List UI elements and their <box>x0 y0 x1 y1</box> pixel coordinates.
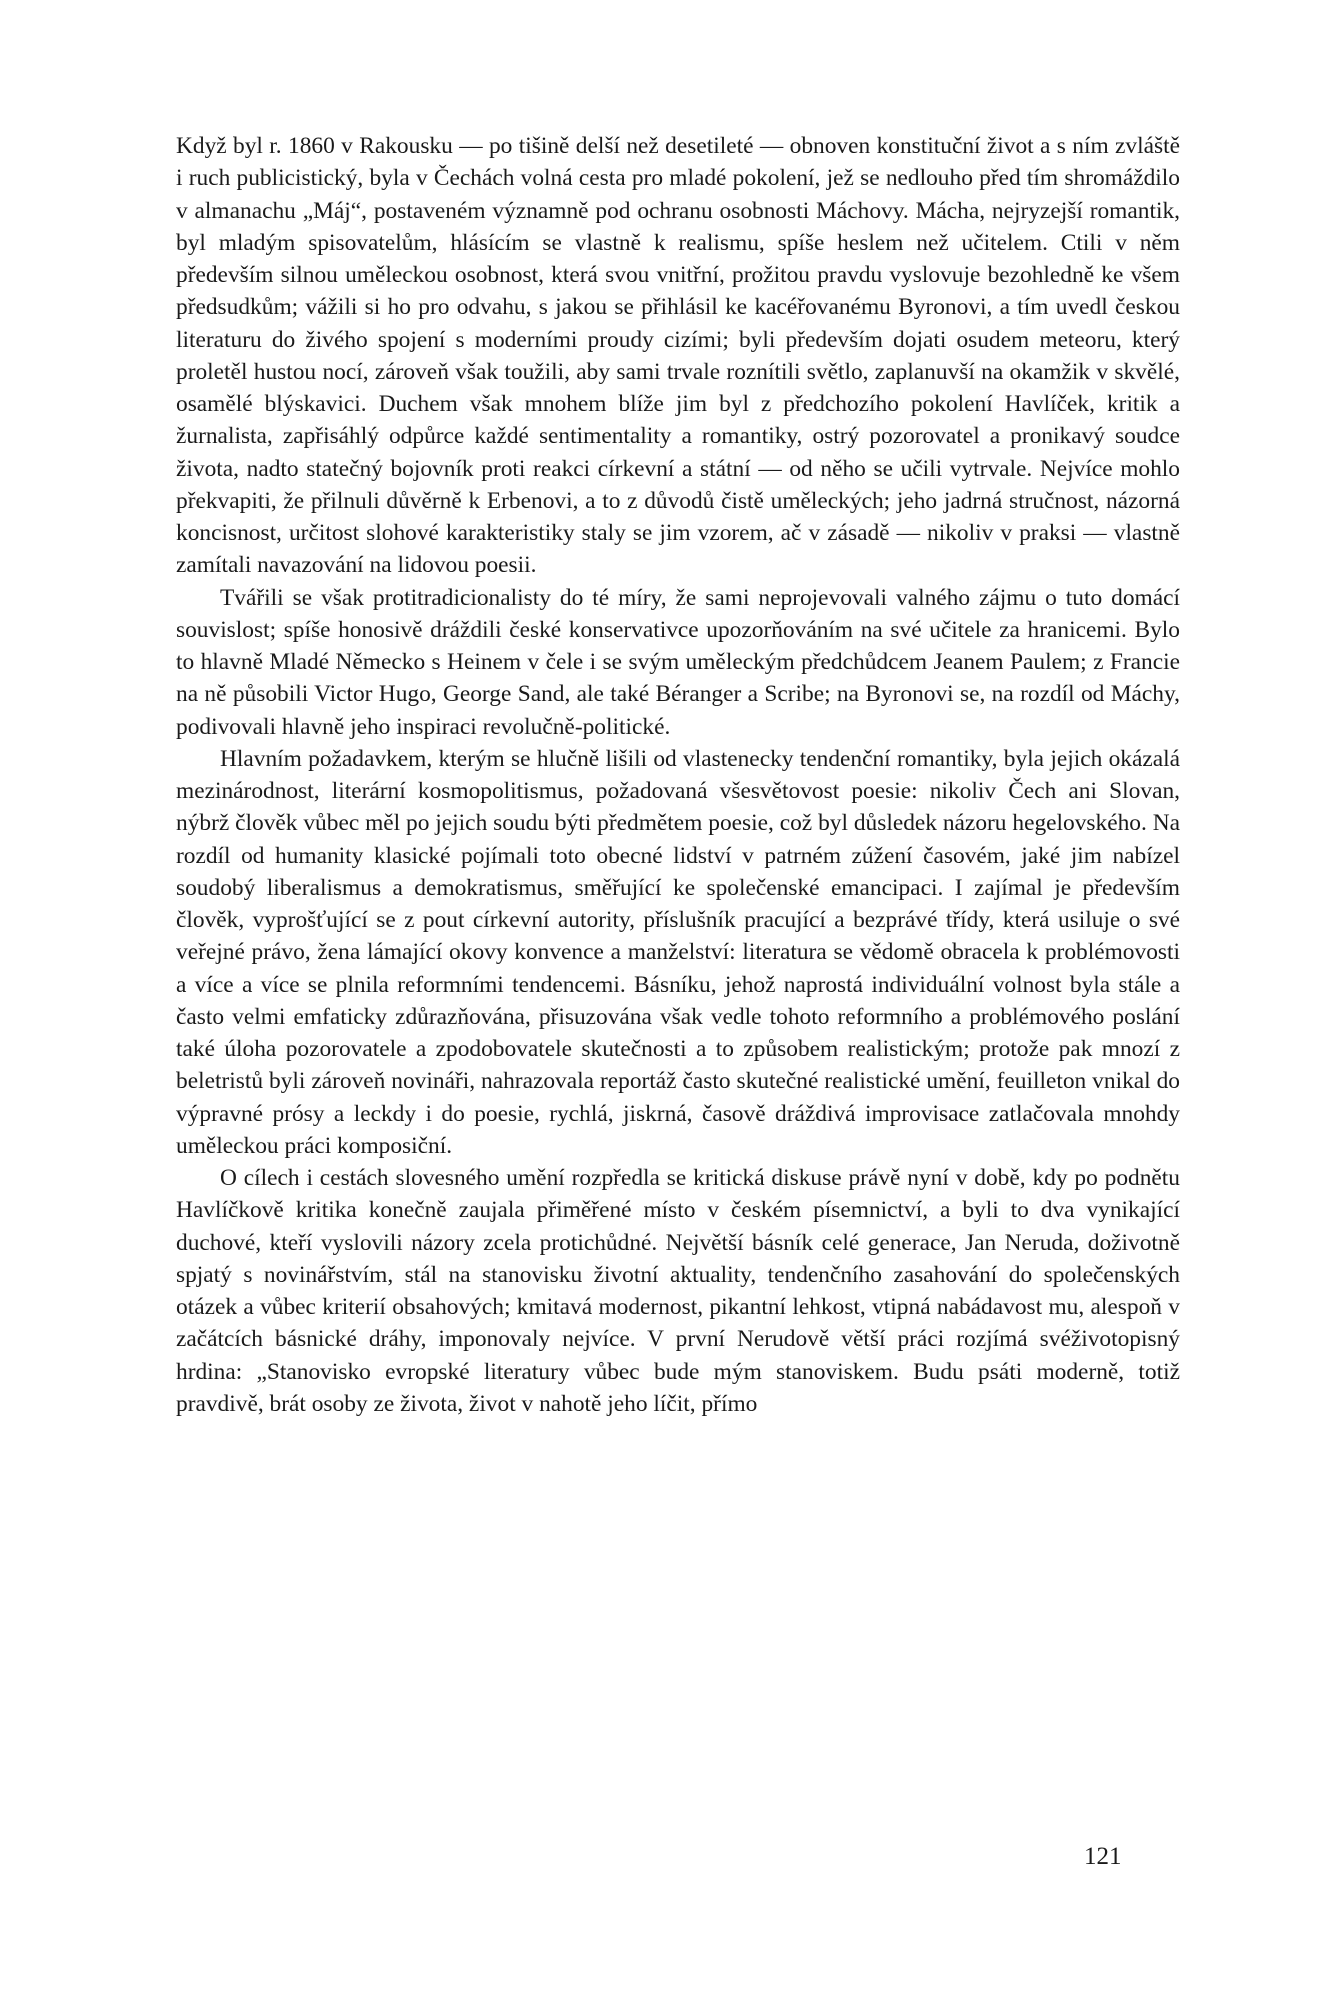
paragraph-3: Hlavním požadavkem, kterým se hlučně lišili od vlastenecky tendenční romantiky, byla jejich okázalá mezinárodnost, literární kosmopolitismus, požadovaná všesvětovost poesie: nikoliv Čech ani Slovan, nýbrž člověk vůbec měl po jejich soudu býti předmětem poesie, což byl důsledek názoru hegelovského. Na rozdíl od humanity klasické pojímali toto obecné lidství v patrném zúžení časovém, jaké jim nabízel soudobý liberalismus a demokratismus, směřující ke společenské emancipaci. I zajímal je především člověk, vyprošťující se z pout církevní autority, příslušník pracující a bezprávé třídy, která usiluje o své veřejné právo, žena lámající okovy konvence a manželství: literatura se vědomě obracela k problémovosti a více a více se plnila reformními tendencemi. Básníku, jehož naprostá individuální volnost byla stále a často velmi emfaticky zdůrazňována, přisuzována však vedle tohoto reformního a problémového poslání také úloha pozorovatele a zpodobovatele skutečnosti a to způsobem realistickým; protože pak mnozí z beletristů byli zároveň novináři, nahrazovala reportáž často skutečné realistické umění, feuilleton vnikal do výpravné prósy a leckdy i do poesie, rychlá, jiskrná, časově dráždivá improvisace zatlačovala mnohdy uměleckou práci komposiční. <box>176 745 1180 1159</box>
paragraph-1: Když byl r. 1860 v Rakousku — po tišině delší než desetileté — obnoven konstituční život a s ním zvláště i ruch publicistický, byla v Čechách volná cesta pro mladé pokolení, jež se nedlouho před tím shromáždilo v almanachu „Máj“, postaveném významně pod ochranu osobnosti Máchovy. Mácha, nejryzejší romantik, byl mladým spisovatelům, hlásícím se vlastně k realismu, spíše heslem než učitelem. Ctili v něm především silnou uměleckou osobnost, která svou vnitřní, prožitou pravdu vyslovuje bezohledně ke všem předsudkům; vážili si ho pro odvahu, s jakou se přihlásil ke kacéřovanému Byronovi, a tím uvedl českou literaturu do živého spojení s moderními proudy cizími; byli především dojati osudem meteoru, který proletěl hustou nocí, zároveň však toužili, aby sami trvale roznítili světlo, zaplanuvší na okamžik v skvělé, osamělé blýskavici. Duchem však mnohem blíže jim byl z předchozího pokolení Havlíček, kritik a žurnalista, zapřisáhlý odpůrce každé sentimentality a romantiky, ostrý pozorovatel a pronikavý soudce života, nadto statečný bojovník proti reakci církevní a státní — od něho se učili vytrvale. Nejvíce mohlo překvapiti, že přilnuli důvěrně k Erbenovi, a to z důvodů čistě uměleckých; jeho jadrná stručnost, názorná koncisnost, určitost slohové karakteristiky staly se jim vzorem, ač v zásadě — nikoliv v praksi — vlastně zamítali navazování na lidovou poesii. <box>176 133 1180 579</box>
paragraph-2: Tvářili se však protitradicionalisty do té míry, že sami neprojevovali valného zájmu o tuto domácí souvislost; spíše honosivě dráždili české konservativce upozorňováním na své učitele za hranicemi. Bylo to hlavně Mladé Německo s Heinem v čele i se svým uměleckým předchůdcem Jeanem Paulem; z Francie na ně působili Victor Hugo, George Sand, ale také Béranger a Scribe; na Byronovi se, na rozdíl od Máchy, podivovali hlavně jeho inspiraci revolučně-politické. <box>176 584 1180 740</box>
page-body <box>176 130 1180 1420</box>
paragraph-4: O cílech i cestách slovesného umění rozpředla se kritická diskuse právě nyní v době, kdy po podnětu Havlíčkově kritika konečně zaujala přiměřené místo v českém písemnictví, a byli to dva vynikající duchové, kteří vyslovili názory zcela protichůdné. Největší básník celé generace, Jan Neruda, doživotně spjatý s novinářstvím, stál na stanovisku životní aktuality, tendenčního zasahování do společenských otázek a vůbec kriterií obsahových; kmitavá modernost, pikantní lehkost, vtipná nabádavost mu, alespoň v začátcích básnické dráhy, imponovaly nejvíce. V první Nerudově větší práci rozjímá svéživotopisný hrdina: „Stanovisko evropské literatury vůbec bude mým stanoviskem. Budu psáti moderně, totiž pravdivě, brát osoby ze života, život v nahotě jeho líčit, přímo <box>176 1165 1180 1417</box>
page-number: 121 <box>1084 1843 1122 1870</box>
